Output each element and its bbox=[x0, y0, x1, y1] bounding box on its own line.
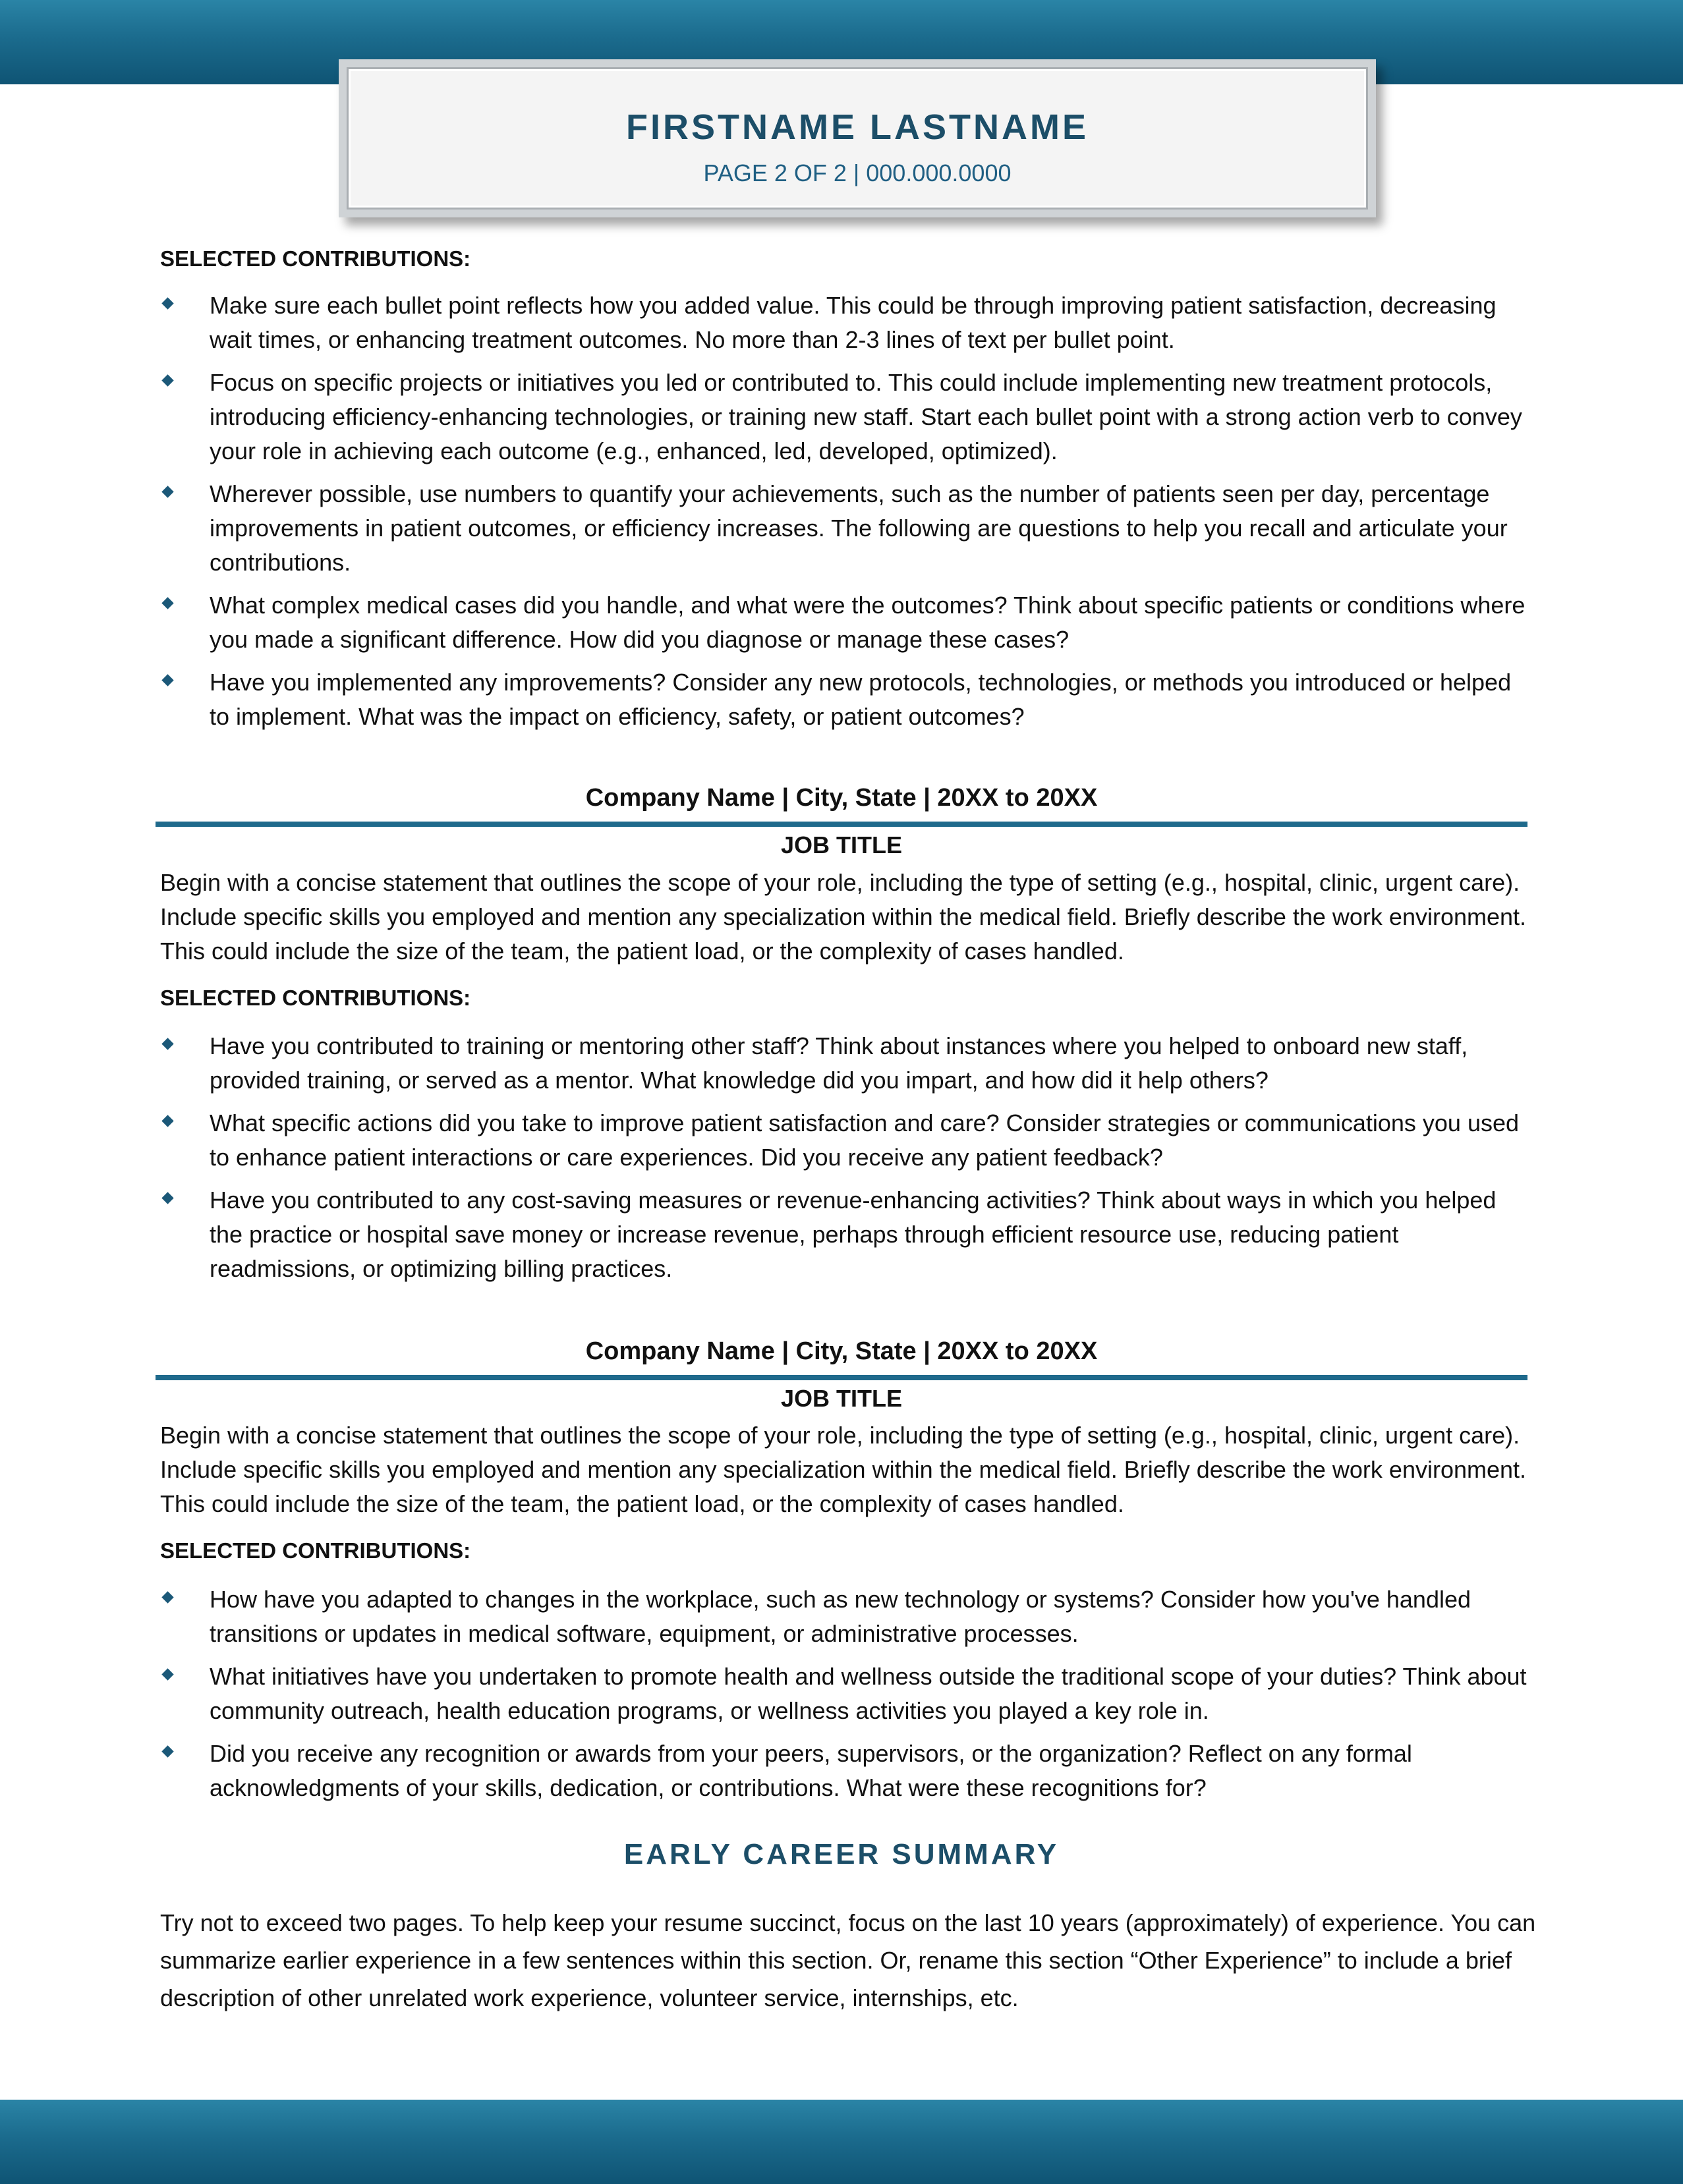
diamond-bullet-icon bbox=[161, 1192, 173, 1204]
list-item: Did you receive any recognition or awards from your peers, supervisors, or the organization? Reflect on any formal acknowledgments of your skills, dedication, or contributions. What were these recognitions for? bbox=[160, 1737, 1531, 1805]
company-line-3: Company Name | City, State | 20XX to 20XX bbox=[585, 1337, 1098, 1365]
contributions-list-2 bbox=[160, 1029, 1531, 1295]
list-item: Wherever possible, use numbers to quantify your achievements, such as the number of patients seen per day, percentage improvements in patient outcomes, or efficiency increases. The following are questions to help you recall and articulate your contributions. bbox=[160, 477, 1531, 580]
list-item: How have you adapted to changes in the workplace, such as new technology or systems? Consider how you've handled transitions or updates in medical software, equipment, or administrative processes. bbox=[160, 1582, 1531, 1651]
contributions-label-2: SELECTED CONTRIBUTIONS: bbox=[160, 986, 471, 1010]
diamond-bullet-icon bbox=[161, 486, 173, 497]
diamond-bullet-icon bbox=[161, 374, 173, 386]
list-item: Have you implemented any improvements? Consider any new protocols, technologies, or methods you introduced or helped to implement. What was the impact on efficiency, safety, or patient outcomes? bbox=[160, 665, 1531, 734]
job-description-2: Begin with a concise statement that outlines the scope of your role, including the type of setting (e.g., hospital, clinic, urgent care). Include specific skills you employed and mention any specialization within the medical field. Briefly describe the work environment. This could include the size of the team, the patient load, or the complexity of cases handled. bbox=[160, 869, 1527, 965]
diamond-bullet-icon bbox=[161, 1668, 173, 1680]
early-career-heading: EARLY CAREER SUMMARY bbox=[623, 1838, 1060, 1870]
contributions-list-1 bbox=[160, 289, 1531, 742]
early-career-text: Try not to exceed two pages. To help keep your resume succinct, focus on the last 10 years (approximately) of experience. You can summarize earlier experience in a few sentences within this section. Or, rename this section “Other Experience” to include a brief description of other unrelated work experience, volunteer service, internships, etc. bbox=[160, 1909, 1536, 2011]
diamond-bullet-icon bbox=[161, 297, 173, 309]
job-description-3: Begin with a concise statement that outlines the scope of your role, including the type of setting (e.g., hospital, clinic, urgent care). Include specific skills you employed and mention any specialization within the medical field. Briefly describe the work environment. This could include the size of the team, the patient load, or the complexity of cases handled. bbox=[160, 1422, 1527, 1517]
list-item: Focus on specific projects or initiatives you led or contributed to. This could include implementing new treatment protocols, introducing efficiency-enhancing technologies, or training new staff. Start each bullet point with a strong action verb to convey your role in achieving each outcome (e.g., enhanced, led, developed, optimized). bbox=[160, 366, 1531, 468]
job-title-3: JOB TITLE bbox=[780, 1385, 902, 1412]
diamond-bullet-icon bbox=[161, 1745, 173, 1757]
section-divider-3 bbox=[156, 1375, 1527, 1380]
candidate-name: FIRSTNAME LASTNAME bbox=[626, 107, 1089, 147]
diamond-bullet-icon bbox=[161, 1038, 173, 1050]
diamond-bullet-icon bbox=[161, 1591, 173, 1603]
company-line-2: Company Name | City, State | 20XX to 20XX bbox=[585, 784, 1098, 812]
list-item: Make sure each bullet point reflects how you added value. This could be through improving patient satisfaction, decreasing wait times, or enhancing treatment outcomes. No more than 2-3 lines of text per bullet point. bbox=[160, 289, 1531, 357]
bottom-decorative-band bbox=[0, 2100, 1683, 2184]
diamond-bullet-icon bbox=[161, 674, 173, 686]
diamond-bullet-icon bbox=[161, 1115, 173, 1127]
name-header-box bbox=[339, 59, 1376, 217]
list-item: Have you contributed to training or mentoring other staff? Think about instances where you helped to onboard new staff, provided training, or served as a mentor. What knowledge did you impart, and how did it help others? bbox=[160, 1029, 1531, 1098]
list-item: What complex medical cases did you handle, and what were the outcomes? Think about specific patients or conditions where you made a significant difference. How did you diagnose or manage these cases? bbox=[160, 588, 1531, 657]
list-item: What specific actions did you take to improve patient satisfaction and care? Consider strategies or communications you used to enhance patient interactions or care experiences. Did you receive any patient feedback? bbox=[160, 1106, 1531, 1175]
page-and-phone: PAGE 2 OF 2 | 000.000.0000 bbox=[703, 159, 1012, 186]
section-divider-2 bbox=[156, 822, 1527, 827]
job-title-2: JOB TITLE bbox=[780, 831, 902, 858]
diamond-bullet-icon bbox=[161, 597, 173, 609]
contributions-list-3 bbox=[160, 1582, 1531, 1814]
list-item: Have you contributed to any cost-saving measures or revenue-enhancing activities? Think about ways in which you helped the practice or hospital save money or increase revenue, perhaps through efficient resource use, reducing patient readmissions, or optimizing billing practices. bbox=[160, 1183, 1531, 1286]
contributions-label-3: SELECTED CONTRIBUTIONS: bbox=[160, 1538, 471, 1563]
contributions-label-1: SELECTED CONTRIBUTIONS: bbox=[160, 246, 471, 271]
list-item: What initiatives have you undertaken to promote health and wellness outside the traditional scope of your duties? Think about community outreach, health education programs, or wellness activities you played a key role in. bbox=[160, 1660, 1531, 1728]
